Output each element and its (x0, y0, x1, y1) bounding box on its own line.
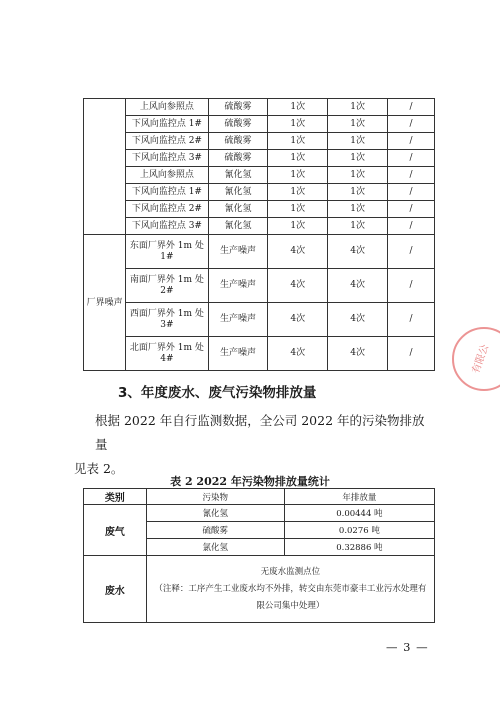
remark: / (387, 150, 434, 167)
frequency-b: 1次 (328, 133, 388, 150)
gas-amount-3: 0.32886 吨 (284, 539, 434, 556)
monitor-item: 硫酸雾 (208, 99, 268, 116)
frequency-b: 1次 (328, 218, 388, 235)
monitor-point: 东面厂界外 1m 处 1# (126, 235, 208, 269)
monitor-point: 上风向参照点 (126, 99, 208, 116)
gas-pollutant-1: 氰化氢 (146, 505, 284, 522)
frequency-a: 4次 (268, 269, 328, 303)
emission-table-header (84, 489, 435, 505)
page-number: — 3 — (386, 640, 429, 654)
monitor-point: 西面厂界外 1m 处 3# (126, 303, 208, 337)
header-amount: 年排放量 (284, 489, 434, 505)
water-row (84, 556, 435, 623)
monitor-item: 硫酸雾 (208, 133, 268, 150)
frequency-a: 1次 (268, 116, 328, 133)
frequency-b: 4次 (328, 235, 388, 269)
water-note-cell (146, 556, 434, 623)
paragraph-line-2: 见表 2。 (74, 461, 124, 476)
remark: / (387, 337, 434, 371)
monitor-row (84, 99, 435, 116)
frequency-a: 1次 (268, 167, 328, 184)
noise-row (84, 337, 435, 371)
monitor-item: 硫酸雾 (208, 150, 268, 167)
monitor-point: 下风向监控点 1# (126, 116, 208, 133)
paragraph-line-1: 根据 2022 年自行监测数据，全公司 2022 年的污染物排放量 (95, 413, 425, 452)
monitor-row (84, 184, 435, 201)
monitor-point: 下风向监控点 1# (126, 184, 208, 201)
monitor-item: 氰化氢 (208, 167, 268, 184)
noise-row (84, 235, 435, 269)
frequency-a: 1次 (268, 218, 328, 235)
frequency-a: 4次 (268, 337, 328, 371)
monitor-row (84, 133, 435, 150)
group-cell-blank (84, 99, 126, 235)
frequency-b: 1次 (328, 116, 388, 133)
remark: / (387, 167, 434, 184)
monitor-item: 生产噪声 (208, 269, 268, 303)
monitor-item: 氰化氢 (208, 201, 268, 218)
remark: / (387, 218, 434, 235)
frequency-a: 1次 (268, 99, 328, 116)
gas-pollutant-3: 氯化氢 (146, 539, 284, 556)
remark: / (387, 201, 434, 218)
monitor-point: 下风向监控点 2# (126, 133, 208, 150)
gas-amount-2: 0.0276 吨 (284, 522, 434, 539)
monitor-row (84, 218, 435, 235)
frequency-b: 4次 (328, 337, 388, 371)
monitor-item: 氰化氢 (208, 184, 268, 201)
monitor-point: 下风向监控点 3# (126, 218, 208, 235)
frequency-a: 1次 (268, 201, 328, 218)
frequency-b: 1次 (328, 99, 388, 116)
monitor-row (84, 167, 435, 184)
table-caption: 表 2 2022 年污染物排放量统计 (170, 475, 330, 488)
frequency-b: 1次 (328, 167, 388, 184)
frequency-a: 1次 (268, 133, 328, 150)
frequency-b: 4次 (328, 303, 388, 337)
monitoring-frequency-table (83, 98, 435, 371)
remark: / (387, 99, 434, 116)
frequency-b: 1次 (328, 150, 388, 167)
water-category-cell: 废水 (84, 556, 147, 623)
monitor-point: 上风向参照点 (126, 167, 208, 184)
header-category: 类别 (84, 489, 147, 505)
monitor-row (84, 201, 435, 218)
frequency-a: 1次 (268, 184, 328, 201)
monitor-item: 硫酸雾 (208, 116, 268, 133)
monitor-item: 生产噪声 (208, 337, 268, 371)
section-heading: 3、年度废水、废气污染物排放量 (118, 385, 317, 401)
noise-row (84, 269, 435, 303)
remark: / (387, 133, 434, 150)
remark: / (387, 184, 434, 201)
remark: / (387, 269, 434, 303)
gas-row-1 (84, 505, 435, 522)
frequency-a: 4次 (268, 303, 328, 337)
monitor-row (84, 150, 435, 167)
monitor-point: 下风向监控点 2# (126, 201, 208, 218)
monitor-item: 氰化氢 (208, 218, 268, 235)
gas-category-cell: 废气 (84, 505, 147, 556)
emission-table (83, 488, 435, 623)
frequency-b: 1次 (328, 184, 388, 201)
monitor-item: 生产噪声 (208, 235, 268, 269)
frequency-b: 1次 (328, 201, 388, 218)
noise-row (84, 303, 435, 337)
remark: / (387, 235, 434, 269)
water-note-line-2: （注释：工序产生工业废水均不外排，转交由东莞市豪丰工业污水处理有限公司集中处理） (154, 583, 427, 611)
water-note-line-1: 无废水监测点位 (260, 566, 321, 577)
gas-pollutant-2: 硫酸雾 (146, 522, 284, 539)
gas-amount-1: 0.00444 吨 (284, 505, 434, 522)
noise-group-cell: 厂界噪声 (84, 235, 126, 371)
remark: / (387, 303, 434, 337)
frequency-a: 4次 (268, 235, 328, 269)
monitor-point: 北面厂界外 1m 处 4# (126, 337, 208, 371)
body-paragraph (74, 409, 435, 481)
monitor-point: 南面厂界外 1m 处 2# (126, 269, 208, 303)
monitor-item: 生产噪声 (208, 303, 268, 337)
company-seal-stamp: 有限公 (452, 327, 500, 391)
monitor-row (84, 116, 435, 133)
frequency-a: 1次 (268, 150, 328, 167)
monitor-point: 下风向监控点 3# (126, 150, 208, 167)
remark: / (387, 116, 434, 133)
header-pollutant: 污染物 (146, 489, 284, 505)
frequency-b: 4次 (328, 269, 388, 303)
